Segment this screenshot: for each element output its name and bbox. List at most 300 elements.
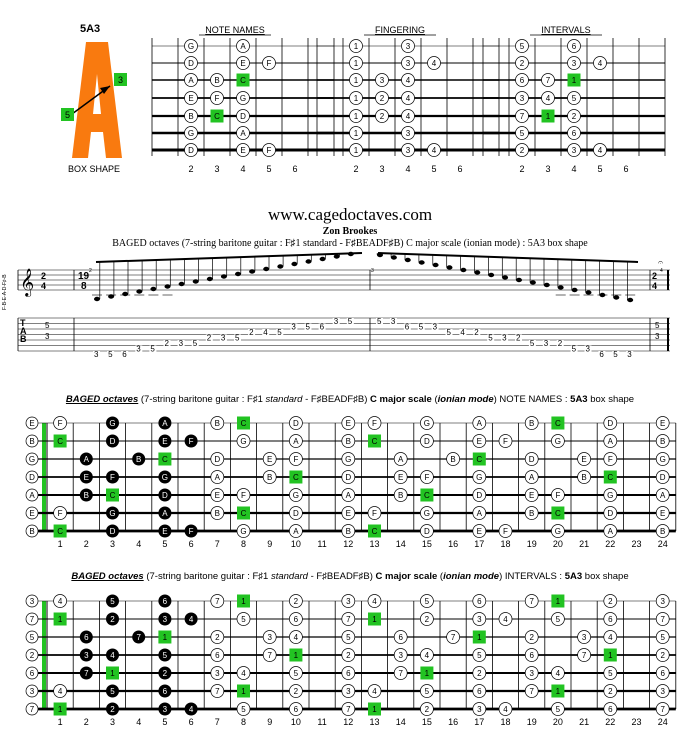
svg-text:2: 2 xyxy=(293,687,299,696)
svg-text:D: D xyxy=(240,112,246,121)
svg-text:4: 4 xyxy=(503,615,508,624)
svg-text:B: B xyxy=(20,334,27,344)
treble-clef: 𝄞 xyxy=(20,269,35,296)
svg-text:A: A xyxy=(162,509,168,518)
fret-number: 2 xyxy=(519,164,525,174)
svg-text:7: 7 xyxy=(346,615,351,624)
svg-text:2: 2 xyxy=(424,705,430,714)
svg-text:D: D xyxy=(424,437,430,446)
svg-text:G: G xyxy=(109,509,116,518)
svg-text:4: 4 xyxy=(597,59,603,68)
panel-title: NOTE NAMES xyxy=(205,25,265,35)
svg-text:6: 6 xyxy=(571,42,577,51)
svg-text:3: 3 xyxy=(379,76,385,85)
fret-number: 4 xyxy=(571,164,577,174)
svg-text:E: E xyxy=(267,455,273,464)
svg-text:6: 6 xyxy=(571,129,577,138)
svg-text:E: E xyxy=(29,509,35,518)
svg-text:4: 4 xyxy=(405,94,411,103)
svg-text:E: E xyxy=(345,509,351,518)
svg-text:6: 6 xyxy=(346,669,351,678)
svg-text:G: G xyxy=(423,509,431,518)
svg-text:F: F xyxy=(57,509,63,518)
svg-text:A: A xyxy=(529,473,535,482)
panel-title: INTERVALS xyxy=(541,25,591,35)
score-subtitle: BAGED octaves (7-string baritone guitar : F♯1 standard - F♯BEADF♯B) C major scale (ionian mode) : 5A3 box shape xyxy=(112,238,588,249)
svg-text:3: 3 xyxy=(333,317,339,326)
fret-number: 9 xyxy=(267,717,273,727)
panel-title: FINGERING xyxy=(374,25,426,35)
svg-text:1: 1 xyxy=(110,669,115,678)
svg-text:C: C xyxy=(293,473,299,482)
fret-number: 2 xyxy=(83,717,89,727)
svg-text:7: 7 xyxy=(29,615,35,624)
svg-text:1: 1 xyxy=(424,669,430,678)
svg-text:4: 4 xyxy=(405,112,411,121)
svg-text:G: G xyxy=(292,491,300,500)
svg-text:E: E xyxy=(240,146,246,155)
svg-text:D: D xyxy=(528,455,535,464)
fret-number: 7 xyxy=(214,717,220,727)
svg-text:4: 4 xyxy=(41,281,47,291)
svg-text:4: 4 xyxy=(241,669,246,678)
fret-number: 16 xyxy=(448,717,459,727)
site-url: www.cagedoctaves.com xyxy=(267,205,433,224)
fret-number: 4 xyxy=(136,539,142,549)
svg-text:B: B xyxy=(136,455,142,464)
svg-text:3: 3 xyxy=(477,705,482,714)
svg-text:A: A xyxy=(188,76,194,85)
svg-text:D: D xyxy=(293,419,299,428)
svg-text:1: 1 xyxy=(353,76,359,85)
fret-number: 12 xyxy=(343,539,354,549)
svg-text:3: 3 xyxy=(519,94,525,103)
fret-number: 19 xyxy=(526,717,537,727)
svg-text:4: 4 xyxy=(424,651,430,660)
svg-text:D: D xyxy=(607,419,614,428)
svg-text:2: 2 xyxy=(519,59,525,68)
svg-text:5: 5 xyxy=(277,328,282,337)
svg-text:4: 4 xyxy=(110,651,115,660)
svg-text:2: 2 xyxy=(346,651,351,660)
svg-text:2: 2 xyxy=(379,94,385,103)
svg-text:B: B xyxy=(267,473,273,482)
svg-text:4: 4 xyxy=(57,687,63,696)
fret-number: 3 xyxy=(109,717,116,727)
mini-panel-2 xyxy=(483,25,665,174)
svg-text:G: G xyxy=(240,527,247,536)
fret-number: 22 xyxy=(605,539,616,549)
svg-text:G: G xyxy=(239,94,247,103)
svg-text:1: 1 xyxy=(241,597,246,606)
svg-text:D: D xyxy=(109,527,116,536)
svg-text:1: 1 xyxy=(353,129,359,138)
svg-text:2: 2 xyxy=(529,633,534,642)
svg-text:B: B xyxy=(581,473,587,482)
svg-text:F: F xyxy=(214,94,220,103)
svg-text:4: 4 xyxy=(652,281,658,291)
svg-text:3: 3 xyxy=(398,651,403,660)
fret-number: 14 xyxy=(395,717,406,727)
svg-text:E: E xyxy=(660,419,666,428)
fret-number: 10 xyxy=(290,717,301,727)
svg-text:4: 4 xyxy=(57,597,63,606)
svg-text:G: G xyxy=(240,437,247,446)
fret-number: 24 xyxy=(657,717,668,727)
svg-text:1: 1 xyxy=(353,112,359,121)
svg-text:1: 1 xyxy=(477,633,482,642)
svg-text:5: 5 xyxy=(241,615,246,624)
svg-text:D: D xyxy=(29,473,35,482)
fret-number: 11 xyxy=(317,539,327,549)
svg-text:2: 2 xyxy=(215,633,220,642)
svg-text:3: 3 xyxy=(655,332,660,341)
fret-number: 10 xyxy=(290,539,301,549)
box-shape-label: BOX SHAPE xyxy=(68,164,121,174)
svg-text:C: C xyxy=(476,455,483,464)
svg-text:6: 6 xyxy=(162,687,168,696)
svg-text:5: 5 xyxy=(424,597,430,606)
svg-text:4: 4 xyxy=(608,633,613,642)
svg-text:6: 6 xyxy=(84,633,89,642)
svg-text:5: 5 xyxy=(571,94,577,103)
svg-text:1: 1 xyxy=(372,705,377,714)
svg-text:G: G xyxy=(161,473,169,482)
svg-text:19: 19 xyxy=(78,271,90,282)
svg-text:A: A xyxy=(660,491,666,500)
svg-text:G: G xyxy=(187,129,195,138)
fret-number: 14 xyxy=(395,539,406,549)
svg-text:7: 7 xyxy=(529,597,534,606)
svg-text:4: 4 xyxy=(460,328,465,337)
svg-text:6: 6 xyxy=(519,76,525,85)
svg-text:5: 5 xyxy=(477,651,482,660)
svg-text:B: B xyxy=(345,437,351,446)
svg-text:2: 2 xyxy=(29,651,35,660)
svg-text:A: A xyxy=(240,129,246,138)
svg-text:4: 4 xyxy=(263,328,268,337)
svg-text:A: A xyxy=(607,527,613,536)
svg-text:F: F xyxy=(266,59,272,68)
fret-number: 3 xyxy=(214,164,220,174)
fret-number: 13 xyxy=(369,717,380,727)
svg-text:7: 7 xyxy=(215,597,220,606)
svg-text:7: 7 xyxy=(660,705,665,714)
svg-text:7: 7 xyxy=(84,669,89,678)
svg-text:3: 3 xyxy=(571,59,577,68)
svg-text:E: E xyxy=(345,419,351,428)
svg-text:3: 3 xyxy=(371,268,374,274)
svg-text:F: F xyxy=(266,146,272,155)
fret-number: 15 xyxy=(421,717,432,727)
svg-text:D: D xyxy=(476,491,483,500)
fret-number: 8 xyxy=(240,717,247,727)
svg-text:3: 3 xyxy=(136,344,141,354)
svg-text:2: 2 xyxy=(162,669,168,678)
svg-text:1: 1 xyxy=(571,76,577,85)
svg-text:5: 5 xyxy=(150,344,155,354)
svg-text:5: 5 xyxy=(192,339,198,348)
svg-text:3: 3 xyxy=(162,705,168,714)
svg-text:2: 2 xyxy=(379,112,385,121)
svg-text:6: 6 xyxy=(398,633,403,642)
svg-text:3: 3 xyxy=(477,615,482,624)
svg-text:G: G xyxy=(28,455,36,464)
svg-text:6: 6 xyxy=(319,322,325,332)
svg-text:F: F xyxy=(241,491,246,500)
svg-text:A: A xyxy=(214,473,220,482)
svg-text:5: 5 xyxy=(608,669,613,678)
svg-text:B: B xyxy=(214,419,220,428)
svg-text:A: A xyxy=(162,419,168,428)
svg-text:5: 5 xyxy=(110,687,115,696)
svg-text:B: B xyxy=(83,491,89,500)
fret-number: 13 xyxy=(369,539,380,549)
svg-text:3: 3 xyxy=(405,59,411,68)
svg-text:E: E xyxy=(476,437,482,446)
svg-text:2: 2 xyxy=(89,268,92,274)
svg-text:3: 3 xyxy=(346,687,351,696)
svg-text:6: 6 xyxy=(404,322,410,332)
svg-text:A: A xyxy=(345,491,351,500)
svg-text:5: 5 xyxy=(346,633,351,642)
svg-text:4: 4 xyxy=(431,59,437,68)
board-title-note-names: BAGED octaves (7-string baritone guitar : F♯1 standard - F♯BEADF♯B) C major scale (ionian mode) NOTE NAMES : 5A3 box shape xyxy=(65,394,635,405)
svg-text:4: 4 xyxy=(545,94,551,103)
svg-text:2: 2 xyxy=(164,339,169,348)
svg-text:D: D xyxy=(424,527,430,536)
svg-text:G: G xyxy=(345,455,352,464)
svg-text:1: 1 xyxy=(608,651,613,660)
mini-panel-0 xyxy=(152,25,334,174)
svg-text:8: 8 xyxy=(81,281,87,292)
svg-text:5: 5 xyxy=(424,687,430,696)
svg-text:1: 1 xyxy=(293,651,299,660)
svg-text:7: 7 xyxy=(215,687,220,696)
svg-text:6: 6 xyxy=(599,350,604,359)
svg-text:3: 3 xyxy=(215,669,220,678)
fret-number: 6 xyxy=(188,717,194,727)
svg-text:C: C xyxy=(214,112,220,121)
svg-text:7: 7 xyxy=(346,705,351,714)
svg-text:5: 5 xyxy=(162,651,168,660)
fret-number: 16 xyxy=(448,539,459,549)
fret-number: 6 xyxy=(457,164,463,174)
svg-text:2: 2 xyxy=(557,339,563,348)
svg-text:C: C xyxy=(424,491,430,500)
fret-number: 4 xyxy=(136,717,142,727)
svg-text:T: T xyxy=(20,318,26,328)
svg-text:2: 2 xyxy=(571,112,577,121)
svg-text:4: 4 xyxy=(503,705,508,714)
svg-text:3: 3 xyxy=(627,350,632,359)
svg-text:5: 5 xyxy=(655,321,660,330)
svg-text:A: A xyxy=(20,326,27,336)
fret-number: 23 xyxy=(631,539,642,549)
svg-text:F: F xyxy=(188,527,194,536)
svg-text:3: 3 xyxy=(162,615,168,624)
svg-text:E: E xyxy=(83,473,89,482)
svg-text:5: 5 xyxy=(108,350,113,359)
svg-text:3: 3 xyxy=(405,42,411,51)
svg-text:B: B xyxy=(29,527,35,536)
svg-text:6: 6 xyxy=(608,615,613,624)
fret-number: 20 xyxy=(552,717,563,727)
svg-text:5: 5 xyxy=(571,344,577,354)
svg-text:E: E xyxy=(581,455,587,464)
fret-number: 3 xyxy=(109,539,116,549)
svg-text:5: 5 xyxy=(347,317,353,326)
svg-text:3: 3 xyxy=(529,669,534,678)
svg-text:B: B xyxy=(214,509,220,518)
fret-number: 21 xyxy=(579,717,590,727)
top-panels xyxy=(0,0,700,180)
svg-text:D: D xyxy=(659,473,666,482)
svg-text:1: 1 xyxy=(353,146,359,155)
svg-text:1: 1 xyxy=(545,112,551,121)
svg-text:G: G xyxy=(109,419,116,428)
svg-text:5: 5 xyxy=(529,339,535,348)
svg-text:6: 6 xyxy=(529,651,534,660)
svg-text:F: F xyxy=(372,419,377,428)
svg-text:6: 6 xyxy=(293,615,299,624)
svg-text:C: C xyxy=(240,509,247,518)
svg-text:5: 5 xyxy=(110,597,115,606)
svg-text:A: A xyxy=(607,437,613,446)
svg-text:6: 6 xyxy=(477,687,482,696)
svg-text:7: 7 xyxy=(267,651,272,660)
svg-text:5: 5 xyxy=(377,317,382,326)
svg-text:4: 4 xyxy=(597,146,603,155)
svg-text:D: D xyxy=(293,509,299,518)
svg-text:4: 4 xyxy=(405,76,411,85)
svg-text:6: 6 xyxy=(122,350,127,359)
svg-text:6: 6 xyxy=(162,597,168,606)
svg-text:C: C xyxy=(555,419,561,428)
svg-text:3: 3 xyxy=(94,350,99,359)
svg-text:C: C xyxy=(240,419,247,428)
svg-text:3: 3 xyxy=(346,597,351,606)
fret-number: 24 xyxy=(657,539,668,549)
svg-text:7: 7 xyxy=(529,687,534,696)
svg-text:3: 3 xyxy=(660,597,665,606)
svg-text:1: 1 xyxy=(241,687,246,696)
fret-number: 5 xyxy=(597,164,603,174)
svg-text:F: F xyxy=(293,455,299,464)
svg-text:6: 6 xyxy=(660,669,665,678)
svg-text:3: 3 xyxy=(117,75,124,85)
svg-text:3: 3 xyxy=(291,322,296,332)
svg-text:7: 7 xyxy=(519,112,525,121)
svg-text:3: 3 xyxy=(502,333,507,343)
fret-number: 1 xyxy=(57,539,63,549)
svg-text:4: 4 xyxy=(293,633,299,642)
svg-text:4: 4 xyxy=(660,268,663,274)
svg-text:E: E xyxy=(162,527,168,536)
fretboard-note-names xyxy=(0,405,700,555)
svg-text:C: C xyxy=(371,437,378,446)
svg-text:D: D xyxy=(162,491,168,500)
svg-text:F: F xyxy=(424,473,430,482)
svg-text:𝄐: 𝄐 xyxy=(658,257,664,267)
svg-text:A: A xyxy=(29,491,35,500)
svg-text:3: 3 xyxy=(45,332,50,341)
svg-text:B: B xyxy=(660,527,666,536)
svg-text:C: C xyxy=(607,473,614,482)
fret-number: 17 xyxy=(474,539,485,549)
svg-text:C: C xyxy=(162,455,168,464)
svg-text:G: G xyxy=(607,491,614,500)
svg-text:5: 5 xyxy=(555,705,561,714)
svg-text:E: E xyxy=(214,491,220,500)
svg-text:A: A xyxy=(398,455,404,464)
svg-text:C: C xyxy=(555,509,561,518)
svg-text:5: 5 xyxy=(519,129,525,138)
svg-text:3: 3 xyxy=(405,129,411,138)
svg-text:D: D xyxy=(607,509,614,518)
music-score xyxy=(0,250,700,360)
svg-text:A: A xyxy=(476,509,482,518)
fret-number: 23 xyxy=(631,717,642,727)
svg-text:4: 4 xyxy=(188,705,194,714)
svg-text:1: 1 xyxy=(57,705,63,714)
svg-text:3: 3 xyxy=(571,146,577,155)
tuning-label: F-B-E-A-D-F♯-B xyxy=(2,274,8,310)
fret-number: 5 xyxy=(162,539,168,549)
svg-text:A: A xyxy=(476,419,482,428)
svg-text:5: 5 xyxy=(45,321,50,330)
svg-text:E: E xyxy=(162,437,168,446)
fret-number: 22 xyxy=(605,717,616,727)
svg-text:3: 3 xyxy=(390,317,396,326)
svg-text:2: 2 xyxy=(477,669,482,678)
svg-text:5: 5 xyxy=(555,615,561,624)
svg-text:E: E xyxy=(398,473,404,482)
svg-text:3: 3 xyxy=(220,333,226,343)
fret-number: 2 xyxy=(188,164,194,174)
svg-text:7: 7 xyxy=(581,651,587,660)
svg-text:5: 5 xyxy=(519,42,525,51)
svg-text:D: D xyxy=(109,437,116,446)
svg-text:2: 2 xyxy=(608,687,613,696)
svg-text:B: B xyxy=(345,527,351,536)
svg-text:A: A xyxy=(293,527,299,536)
svg-text:E: E xyxy=(29,419,35,428)
svg-text:5: 5 xyxy=(613,350,618,359)
board-title-intervals: BAGED octaves (7-string baritone guitar : F♯1 standard - F♯BEADF♯B) C major scale (ionian mode) INTERVALS : 5A3 box shape xyxy=(71,571,629,582)
svg-text:A: A xyxy=(293,437,299,446)
svg-text:B: B xyxy=(450,455,456,464)
fretboard-intervals xyxy=(0,583,700,743)
svg-text:F: F xyxy=(607,455,613,464)
svg-text:7: 7 xyxy=(545,76,551,85)
svg-text:D: D xyxy=(188,59,194,68)
svg-text:F: F xyxy=(555,491,561,500)
svg-text:C: C xyxy=(57,527,63,536)
svg-text:B: B xyxy=(660,437,666,446)
svg-text:4: 4 xyxy=(431,146,437,155)
svg-text:B: B xyxy=(529,509,535,518)
author: Zon Brookes xyxy=(322,226,378,237)
fret-number: 15 xyxy=(421,539,432,549)
svg-text:2: 2 xyxy=(293,597,299,606)
svg-text:3: 3 xyxy=(585,344,590,354)
svg-text:B: B xyxy=(214,76,220,85)
fret-number: 18 xyxy=(500,539,511,549)
fret-number: 19 xyxy=(526,539,537,549)
svg-text:6: 6 xyxy=(215,651,220,660)
fret-number: 4 xyxy=(240,164,246,174)
